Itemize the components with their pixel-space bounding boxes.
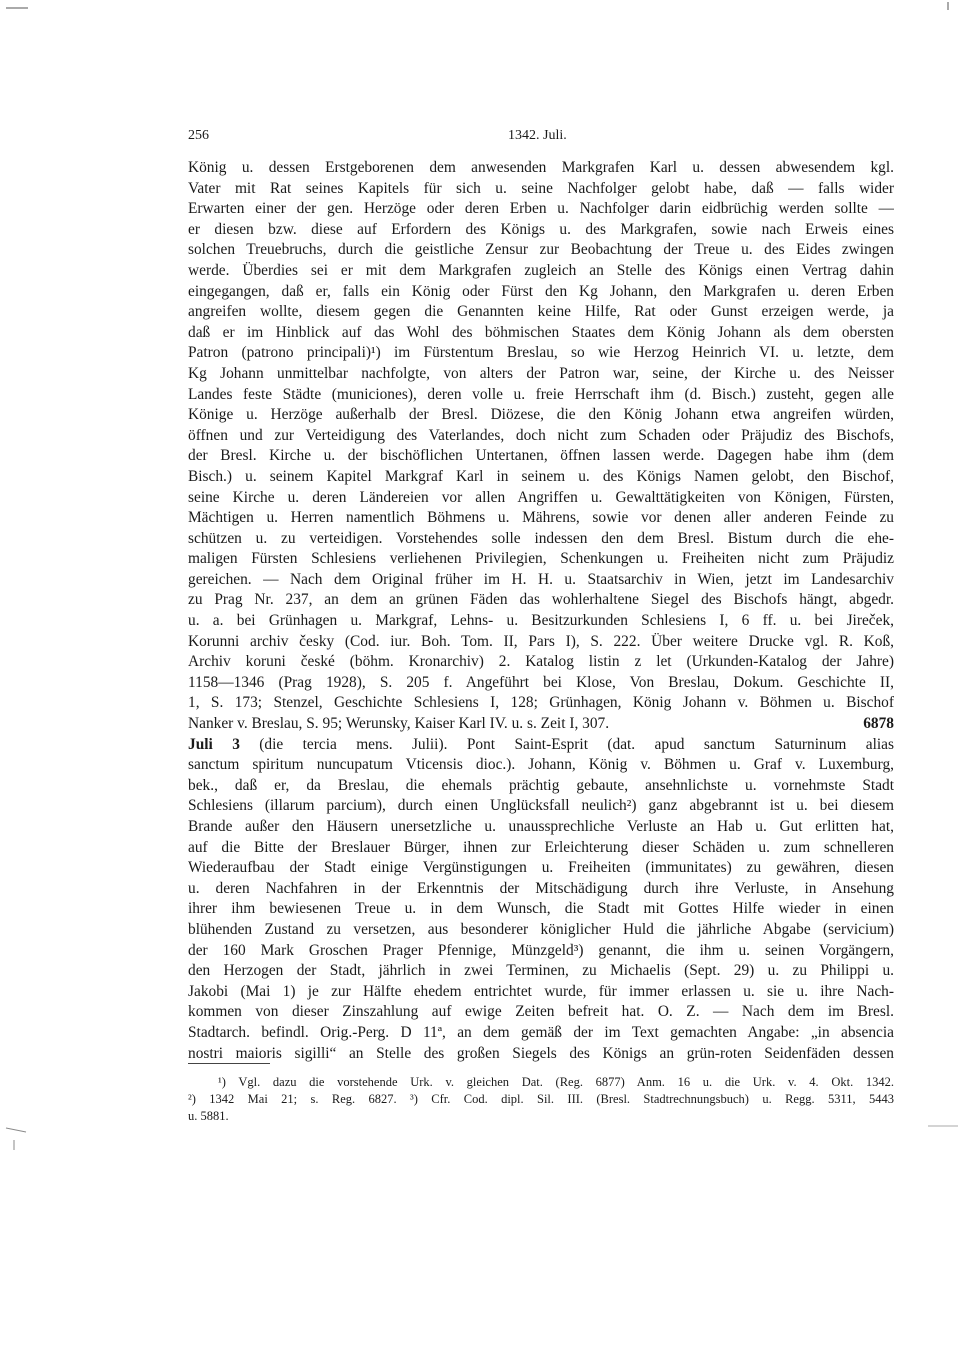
text-line xyxy=(188,652,894,673)
text-line xyxy=(188,179,894,200)
text-line xyxy=(188,673,894,694)
footnotes xyxy=(188,1074,894,1125)
text-line xyxy=(188,282,894,303)
text-line xyxy=(188,611,894,632)
text-line xyxy=(188,426,894,447)
text-line-content: solchen Treuebruchs, durch die geistliche Zensur zur Beobachtung der Treue u. des Eides zwingen xyxy=(188,241,894,259)
page-header xyxy=(188,128,894,148)
text-line xyxy=(188,240,894,261)
text-line: den Herzogen der Stadt, jährlich in zwei Terminen, zu Michaelis (Sept. 29) u. zu Philippi u. xyxy=(188,962,894,980)
entry-date: Juli 3 xyxy=(188,735,240,753)
text-line-content: Erwarten einer der gen. Herzöge oder deren Erben u. Nachfolger darin eidbrüchig werden sollte — xyxy=(188,200,894,218)
text-line xyxy=(188,261,894,282)
text-line-content: seine Kirche u. deren Ländereien vor allen Angriffen u. Gewalttätigkeiten von Königen, Fürsten, xyxy=(188,488,894,506)
text-line-content: u. a. bei Grünhagen u. Markgraf, Lehns- u. Besitzurkunden Schlesiens I, 6 ff. u. bei Jireček, xyxy=(188,612,894,630)
entry-first-line xyxy=(188,735,894,756)
text-line xyxy=(188,508,894,529)
text-line-content: öffnen und zur Verteidigung des Vaterlandes, doch nicht zum Schaden oder Präjudiz des Bischofs, xyxy=(188,426,894,444)
text-line: sanctum spiritum nuncupatum Vticensis dioc.). Johann, König v. Böhmen u. Graf v. Luxemburg, xyxy=(188,756,894,774)
text-line xyxy=(188,158,894,179)
footnote-line: ²) 1342 Mai 21; s. Reg. 6827. ³) Cfr. Cod. dipl. Sil. III. (Bresl. Stadtrechnungsbuch) u. Regg. 5311, 5443 xyxy=(188,1092,894,1106)
text-line xyxy=(188,590,894,611)
text-line-content: Mächtigen u. Herren namentlich Böhmens u. Mährens, sowie vor denen aller anderen Feinde zu xyxy=(188,509,894,527)
text-line-content: Bisch.) u. seinem Kapitel Markgraf Karl in seinem u. des Königs Namen gelobt, den Bischof, xyxy=(188,467,894,485)
text-line-content: gereichen. — Nach dem Original früher im H. H. u. Staatsarchiv in Wien, jetzt im Landesarchiv xyxy=(188,570,894,588)
text-line xyxy=(188,714,894,735)
text-line-content: Patron (patrono principali)¹) im Fürstentum Breslau, so wie Herzog Heinrich VI. u. letzte, dem xyxy=(188,344,894,362)
text-line: Jakobi (Mai 1) je zur Hälfte ehedem entrichtet wurde, für immer erlassen u. sie u. ihre Nach- xyxy=(188,982,894,1000)
text-line-content: 1158—1346 (Prag 1928), S. 205 f. Angeführt bei Klose, Von Breslau, Dokum. Geschichte II, xyxy=(188,673,894,691)
text-line-content: Nanker v. Breslau, S. 95; Werunsky, Kaiser Karl IV. u. s. Zeit I, 307. xyxy=(188,715,610,733)
text-line-content: König u. dessen Erstgeborenen dem anwesenden Markgrafen Karl u. dessen abwesendem kgl. xyxy=(188,159,894,176)
text-line-content: angreifen wollte, diesem gegen die Genannten keine Hilfe, Rat oder Gunst erzeigen werde, ja xyxy=(188,303,894,321)
text-line xyxy=(188,632,894,653)
text-line-content: Kg Johann unmittelbar nachfolgte, von alters der Patron war, seine, der Kirche u. des Neisser xyxy=(188,364,894,382)
text-line-content: eingegangen, daß er, falls ein König oder Fürst den Kg Johann, den Markgrafen u. deren Erben xyxy=(188,282,894,300)
text-line: u. deren Nachfahren in der Erkenntnis der Mitschädigung durch ihre Verluste, in Ansehung xyxy=(188,879,894,897)
text-line: bek., daß er, da Breslau, die ehemals prächtig gebaute, ansehnlichste u. vornehmste Stadt xyxy=(188,776,894,794)
text-line xyxy=(188,385,894,406)
text-line xyxy=(188,693,894,714)
main-text xyxy=(188,158,894,1064)
text-line: nostri maioris sigilli“ an Stelle des großen Siegels des Königs an grün-roten Seidenfäden dessen xyxy=(188,1044,894,1062)
text-line xyxy=(188,364,894,385)
text-line: der 160 Mark Groschen Prager Pfennige, Münzgeld³) genannt, die ihm u. seinen Vorgängern, xyxy=(188,941,894,959)
text-line xyxy=(188,446,894,467)
text-line-content: Landes feste Städte (municiones), deren volle u. freie Herrschaft ihm (d. Bisch.) zusteht, gegen alle xyxy=(188,385,894,403)
text-line-content: der Bresl. Kirche u. der bischöflichen Untertanen, öffnen lassen werde. Dagegen habe ihm (dem xyxy=(188,447,894,465)
text-line-content: zu Prag Nr. 237, an dem an grünen Fäden das wohlerhaltene Siegel des Bischofs hängt, abgedr. xyxy=(188,591,894,609)
text-line: Brande außer den Häusern unersetzliche u. unaussprechliche Verluste an Hab u. Gut erlitten hat, xyxy=(188,818,894,835)
footnote-rule xyxy=(188,1063,270,1064)
text-line-content: Archiv koruni české (böhm. Kronarchiv) 2. Katalog listin z let (Urkunden-Katalog der Jahre) xyxy=(188,653,894,671)
text-line: ihrer ihm bewiesenen Treue u. in dem Wunsch, die Stadt mit Gottes Hilfe wieder in einen xyxy=(188,900,894,918)
text-line: kommen von dieser Zinszahlung auf ewige Zeiten befreit hat. O. Z. — Nach dem im Bresl. xyxy=(188,1003,894,1021)
text-line xyxy=(188,220,894,241)
text-line xyxy=(188,323,894,344)
text-line-content: Könige u. Herzöge außerhalb der Bresl. Diözese, die den König Johann etwa angreifen würden, xyxy=(188,406,894,424)
text-line xyxy=(188,405,894,426)
text-line xyxy=(188,570,894,591)
text-line-content: Vater mit Rat seines Kapitels für sich u. seine Nachfolger gelobt habe, daß — falls wider xyxy=(188,179,894,197)
text-line xyxy=(188,343,894,364)
text-line xyxy=(188,199,894,220)
text-line-content: werde. Überdies sei er mit dem Markgrafen zugleich an Stelle des Königs einen Vertrag dahin xyxy=(188,261,894,279)
text-line: Schlesiens (illarum parcium), durch einen Unglücksfall neulich²) ganz abgebrannt ist u. bei diesem xyxy=(188,797,894,815)
text-line xyxy=(188,549,894,570)
text-line-content: maligen Fürsten Schlesiens verliehenen Privilegien, Schenkungen u. Freiheiten nicht zum Präjudiz xyxy=(188,550,894,568)
text-line xyxy=(188,467,894,488)
page-number: 256 xyxy=(188,128,209,143)
running-head-date: 1342. Juli. xyxy=(508,128,567,143)
footnote-line: ¹) Vgl. dazu die vorstehende Urk. v. gleichen Dat. (Reg. 6877) Anm. 16 u. die Urk. v. 4. Okt. 1342. xyxy=(218,1075,894,1089)
text-line-content: daß er im Hinblick auf das Wohl des böhmischen Staates dem König Johann als dem obersten xyxy=(188,323,894,341)
text-line xyxy=(188,529,894,550)
text-line: auf die Bitte der Breslauer Bürger, ihnen zur Erleichterung dieser Schäden u. zum schnelleren xyxy=(188,838,894,856)
text-line-content: er diesen bzw. diese auf Erfordern des Königs u. des Markgrafen, sowie nach Erweis eines xyxy=(188,220,894,238)
text-line-content: schützen u. zu verteidigen. Vorstehendes solle indessen den dem Bresl. Bistum durch die ehe- xyxy=(188,529,894,547)
text-line-content: Korunni archiv česky (Cod. iur. Boh. Tom. II, Pars I), S. 222. Über weitere Drucke vgl. R. Koß, xyxy=(188,632,894,650)
text-line: blühenden Zustand zu versetzen, aus besonderer königlicher Huld die jährliche Abgabe (servicium) xyxy=(188,920,894,938)
text-line: Stadtarch. befindl. Orig.-Perg. D 11ª, an dem gemäß der im Text gemachten Angabe: „in absencia xyxy=(188,1023,894,1041)
text-line xyxy=(188,302,894,323)
text-line-content: 1, S. 173; Stenzel, Geschichte Schlesiens I, 128; Grünhagen, König Johann v. Böhmen u. Bischof xyxy=(188,694,894,712)
entry-number: 6878 xyxy=(863,715,894,733)
text-line xyxy=(188,488,894,509)
footnote-line: u. 5881. xyxy=(188,1109,229,1123)
text-line: Wiederaufbau der Stadt einige Vergünstigungen u. Freiheiten (immunitates) zu gewähren, diesen xyxy=(188,859,894,877)
entry-first-line-rest: (die tercia mens. Julii). Pont Saint-Esprit (dat. apud sanctum Saturninum alias xyxy=(239,735,894,753)
